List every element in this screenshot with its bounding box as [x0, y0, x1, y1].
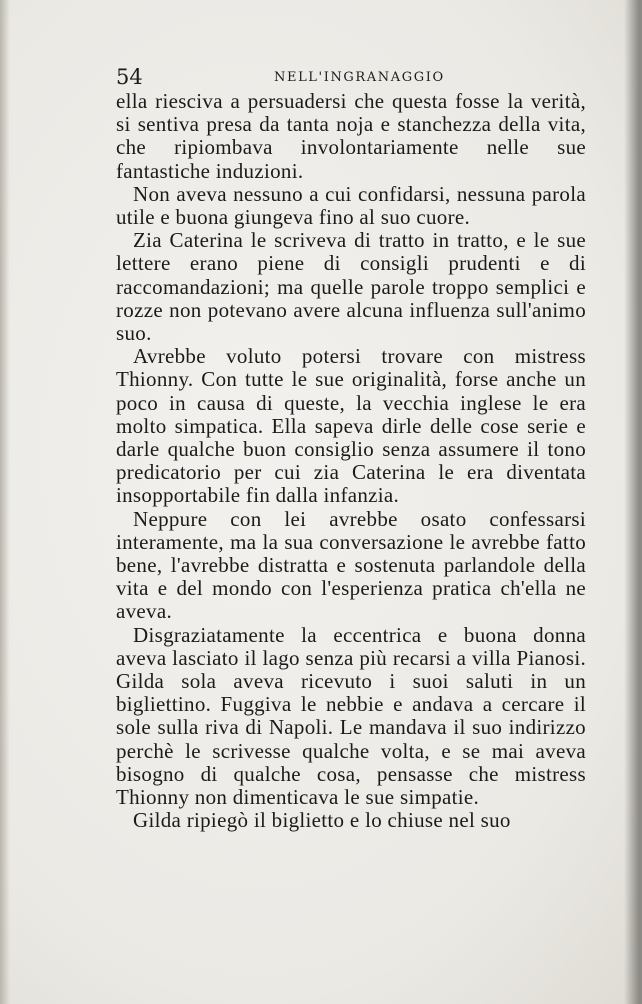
- body-text: [116, 90, 586, 833]
- page-right-edge-shadow: [624, 0, 642, 1004]
- page-header: [116, 64, 586, 90]
- page-number: 54: [116, 65, 143, 89]
- paragraph: ella riesciva a persuadersi che questa fosse la verità, si sentiva presa da tanta noja e stanchezza della vita, che ripiombava involontariamente nelle sue fantastiche induzioni.: [116, 89, 586, 183]
- paragraph: Zia Caterina le scriveva di tratto in tratto, e le sue lettere erano piene di consigli prudenti e di raccomandazioni; ma quelle parole troppo semplici e rozze non potevano avere alcuna influenza sull'animo suo.: [116, 228, 586, 346]
- paragraph: Gilda ripiegò il biglietto e lo chiuse nel suo: [133, 808, 511, 833]
- page-left-edge-shadow: [0, 0, 10, 1004]
- paragraph: Disgraziatamente la eccentrica e buona donna aveva lasciato il lago senza più recarsi a villa Pianosi. Gilda sola aveva ricevuto i suoi saluti in un bigliettino. Fuggiva le nebbie e andava a cercare il sole sulla riva di Napoli. Le mandava il suo indirizzo perchè le scrivesse qualche volta, e se mai aveva bisogno di qualche cosa, pensasse che mistress Thionny non dimenticava le sue simpatie.: [116, 622, 586, 810]
- paragraph: Avrebbe voluto potersi trovare con mistress Thionny. Con tutte le sue originalità, forse anche un poco in causa di queste, la vecchia inglese le era molto simpatica. Ella sapeva dirle delle cose serie e darle qualche buon consiglio senza assumere il tono predicatorio per cui zia Caterina le era diventata insopportabile fin dalla infanzia.: [116, 344, 586, 508]
- running-head: NELL'INGRANAGGIO: [274, 70, 445, 85]
- paragraph: Non aveva nessuno a cui confidarsi, nessuna parola utile e buona giungeva fino al suo cuore.: [116, 181, 586, 230]
- paragraph: Neppure con lei avrebbe osato confessarsi interamente, ma la sua conversazione le avrebbe fatto bene, l'avrebbe distratta e sostenuta parlandole della vita e del mondo con l'esperienza pratica ch'ella ne aveva.: [116, 506, 586, 624]
